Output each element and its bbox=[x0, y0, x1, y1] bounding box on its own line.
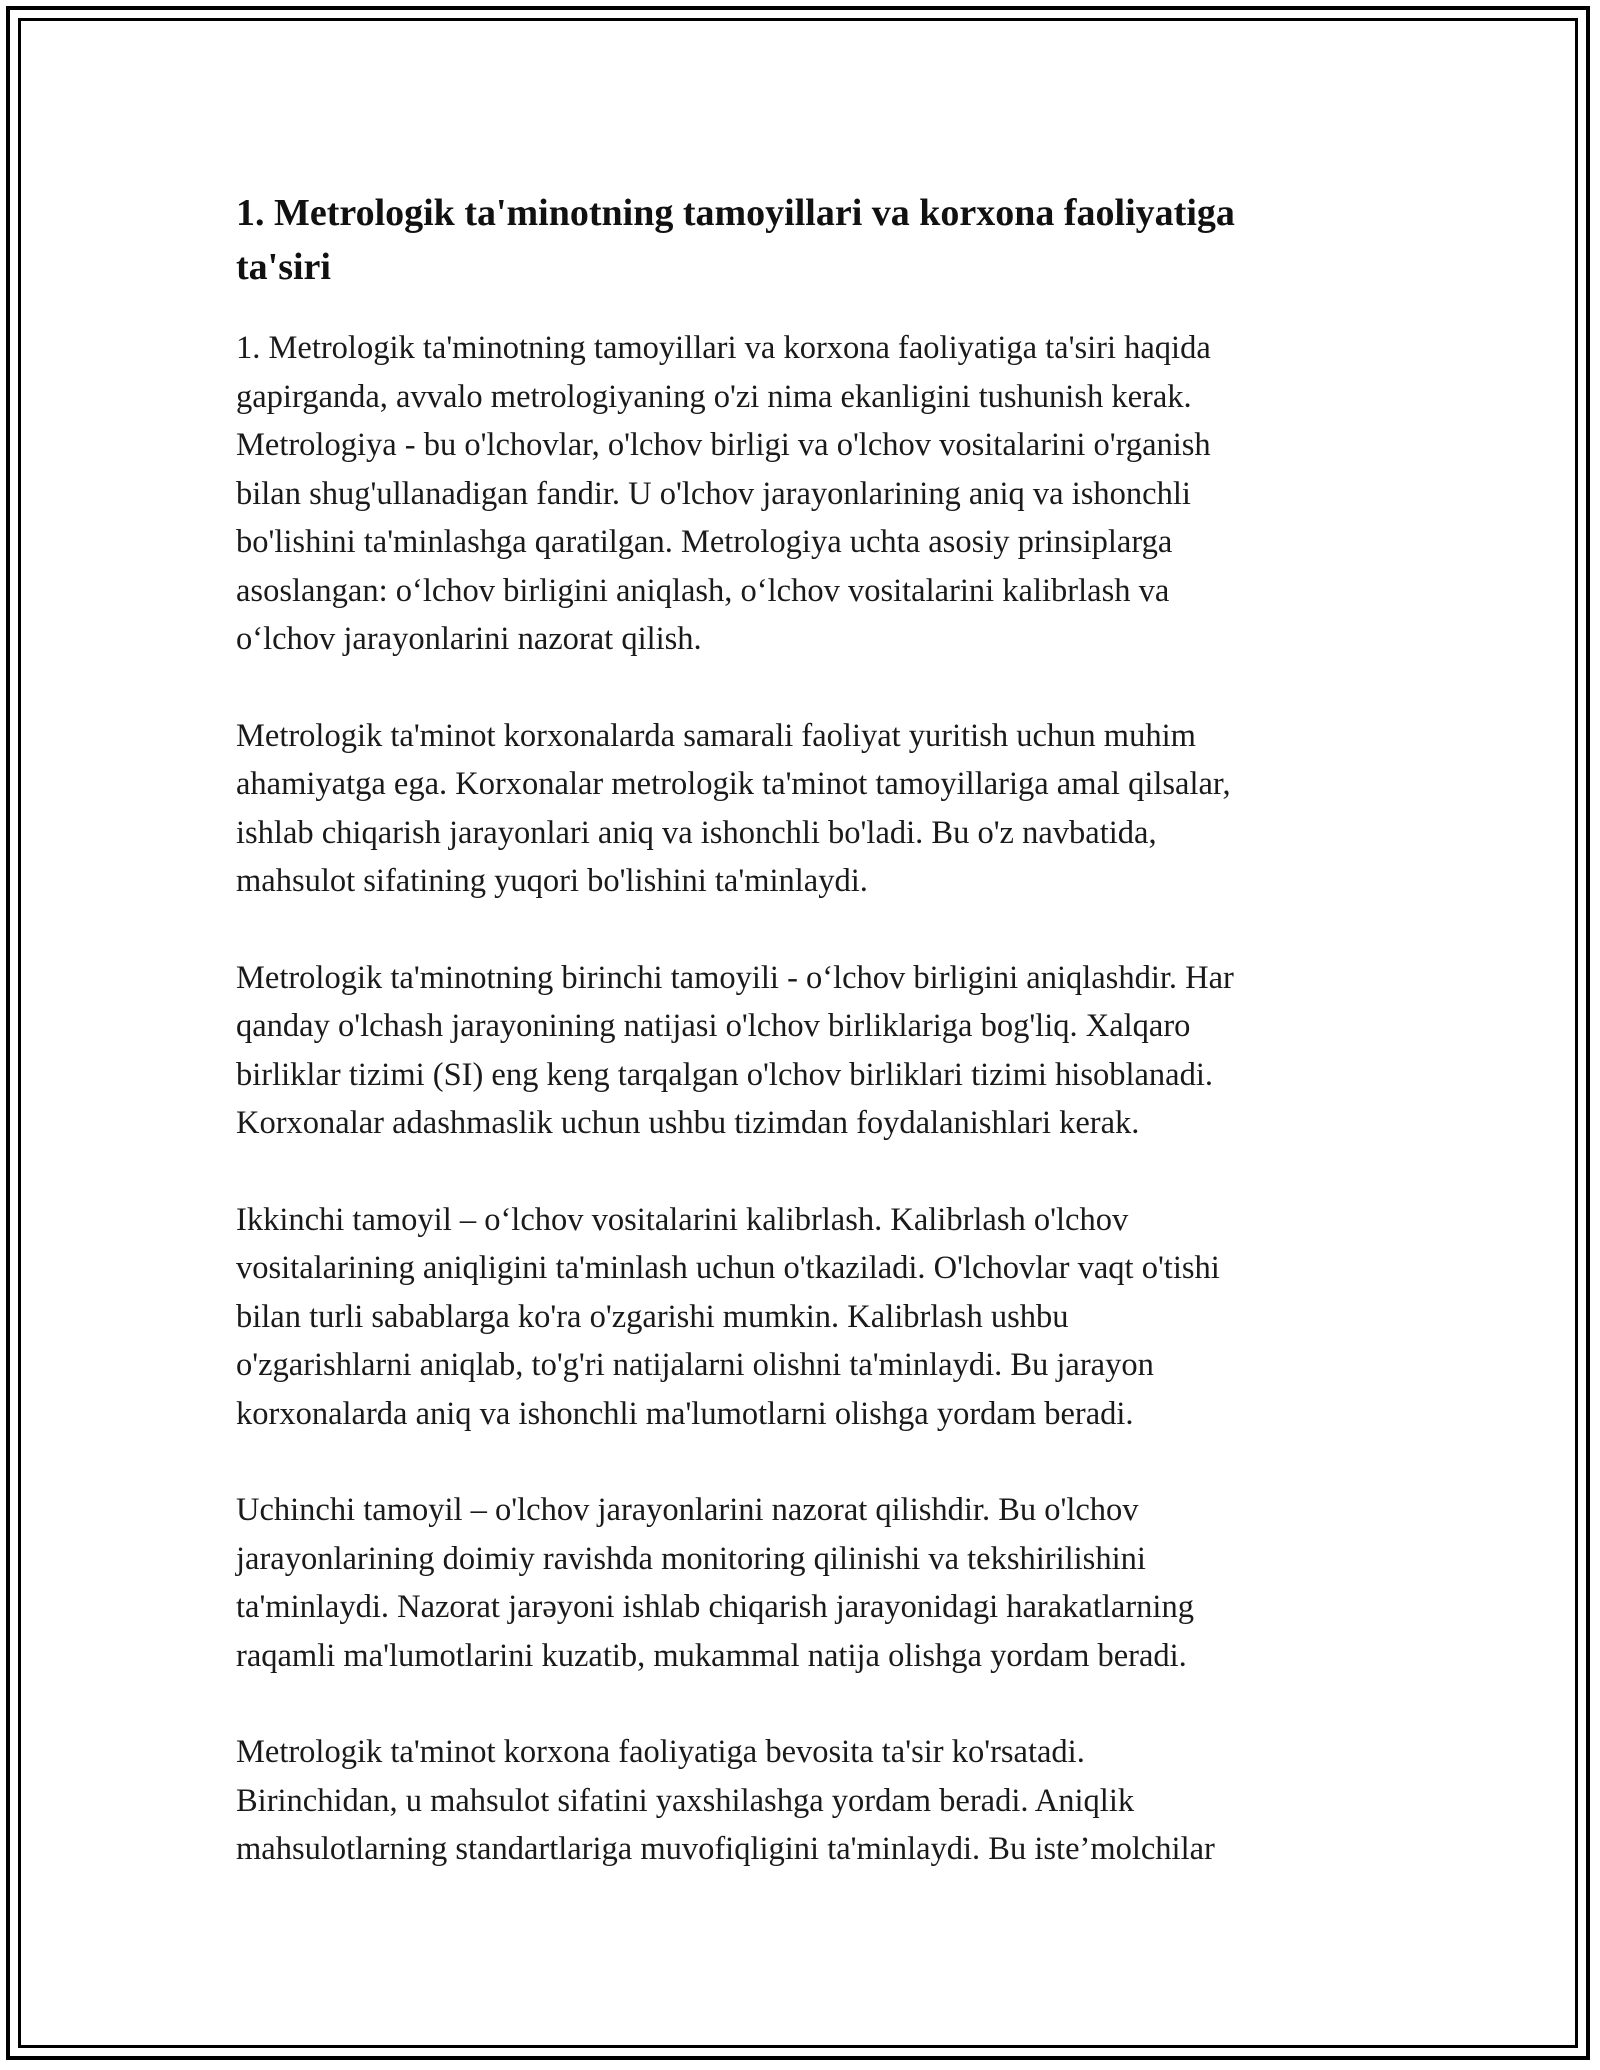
text-line: asoslangan: oʻlchov birligini aniqlash, oʻlchov vositalarini kalibrlash va bbox=[236, 572, 1170, 609]
text-line: Metrologik ta'minot korxona faoliyatiga bevosita ta'sir ko'rsatadi. bbox=[236, 1734, 1085, 1770]
text-line: Metrologik ta'minot korxonalarda samarali faoliyat yuritish uchun muhim bbox=[236, 717, 1196, 754]
text-line: Ikkinchi tamoyil – oʻlchov vositalarini kalibrlash. Kalibrlash o'lchov bbox=[236, 1201, 1129, 1238]
paragraph-second-principle bbox=[236, 1196, 1386, 1439]
text-line: gapirganda, avvalo metrologiyaning o'zi nima ekanligini tushunish kerak. bbox=[236, 378, 1192, 415]
text-line: raqamli ma'lumotlarini kuzatib, mukammal natija olishga yordam beradi. bbox=[236, 1637, 1187, 1674]
text-line: korxonalarda aniq va ishonchli ma'lumotlarni olishga yordam beradi. bbox=[236, 1395, 1134, 1432]
text-line: Uchinchi tamoyil – o'lchov jarayonlarini nazorat qilishdir. Bu o'lchov bbox=[236, 1492, 1139, 1528]
title-line: 1. Metrologik ta'minotning tamoyillari va korxona faoliyatiga bbox=[236, 192, 1235, 234]
text-line: bo'lishini ta'minlashga qaratilgan. Metrologiya uchta asosiy prinsiplarga bbox=[236, 524, 1173, 560]
text-line: qanday o'lchash jarayonining natijasi o'lchov birliklariga bog'liq. Xalqaro bbox=[236, 1008, 1191, 1044]
text-line: Korxonalar adashmaslik uchun ushbu tizimdan foydalanishlari kerak. bbox=[236, 1105, 1140, 1141]
text-line: birliklar tizimi (SI) eng keng tarqalgan o'lchov birliklari tizimi hisoblanadi. bbox=[236, 1056, 1213, 1093]
paragraph-intro bbox=[236, 324, 1386, 664]
text-line: oʻlchov jarayonlarini nazorat qilish. bbox=[236, 621, 702, 657]
document-body bbox=[236, 186, 1386, 1922]
text-line: ishlab chiqarish jarayonlari aniq va ishonchli bo'ladi. Bu o'z navbatida, bbox=[236, 814, 1157, 851]
text-line: mahsulotlarning standartlariga muvofiqligini ta'minlaydi. Bu iste’molchilar bbox=[236, 1831, 1215, 1867]
text-line: jarayonlarining doimiy ravishda monitoring qilinishi va tekshirilishini bbox=[236, 1540, 1146, 1577]
text-line: o'zgarishlarni aniqlab, to'g'ri natijalarni olishni ta'minlaydi. Bu jarayon bbox=[236, 1347, 1154, 1383]
text-line: Metrologik ta'minotning birinchi tamoyili - oʻlchov birligini aniqlashdir. Har bbox=[236, 959, 1234, 996]
text-line: mahsulot sifatining yuqori bo'lishini ta'minlaydi. bbox=[236, 863, 868, 899]
paragraph-first-principle bbox=[236, 954, 1386, 1148]
title-line: ta'siri bbox=[236, 246, 331, 288]
text-line: Birinchidan, u mahsulot sifatini yaxshilashga yordam beradi. Aniqlik bbox=[236, 1782, 1135, 1819]
text-line: ahamiyatga ega. Korxonalar metrologik ta'minot tamoyillariga amal qilsalar, bbox=[236, 766, 1231, 802]
document-title bbox=[236, 186, 1386, 294]
paragraph-impact bbox=[236, 1728, 1386, 1874]
text-line: 1. Metrologik ta'minotning tamoyillari va korxona faoliyatiga ta'siri haqida bbox=[236, 330, 1211, 366]
text-line: bilan shug'ullanadigan fandir. U o'lchov jarayonlarining aniq va ishonchli bbox=[236, 475, 1191, 512]
paragraph-third-principle bbox=[236, 1486, 1386, 1680]
text-line: vositalarining aniqligini ta'minlash uchun o'tkaziladi. O'lchovlar vaqt o'tishi bbox=[236, 1250, 1220, 1286]
paragraph-importance bbox=[236, 712, 1386, 906]
text-line: Metrologiya - bu o'lchovlar, o'lchov birligi va o'lchov vositalarini o'rganish bbox=[236, 427, 1211, 463]
text-line: bilan turli sabablarga ko'ra o'zgarishi mumkin. Kalibrlash ushbu bbox=[236, 1298, 1069, 1335]
text-line: ta'minlaydi. Nazorat jarəyoni ishlab chiqarish jarayonidagi harakatlarning bbox=[236, 1589, 1194, 1625]
